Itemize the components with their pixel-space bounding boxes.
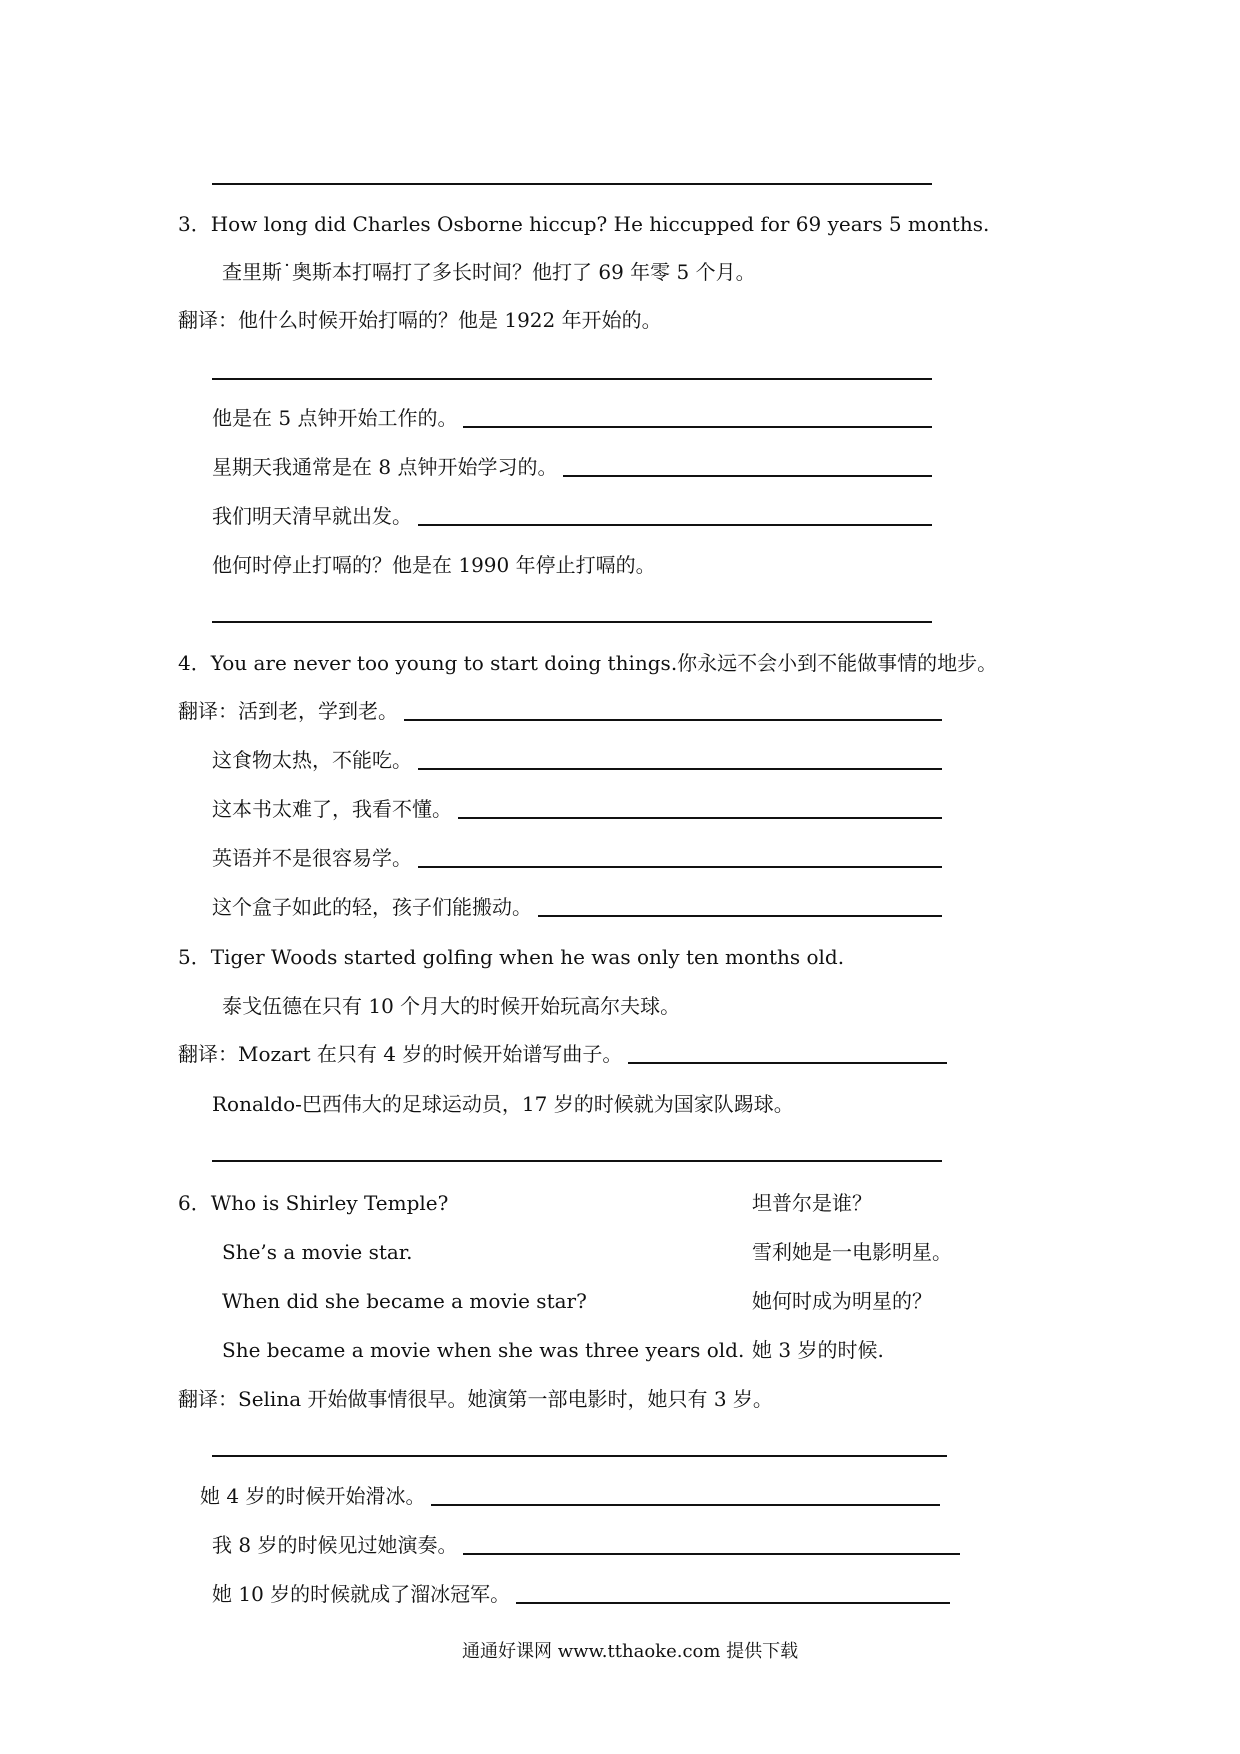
q4-item-4 xyxy=(212,844,942,872)
answer-line[interactable] xyxy=(404,719,942,721)
q6-row-1-en: 6．Who is Shirley Temple? xyxy=(178,1191,449,1215)
answer-line[interactable] xyxy=(458,817,942,819)
q4-item-4-text: 英语并不是很容易学。 xyxy=(212,846,412,870)
q3-item-1 xyxy=(212,404,932,432)
q5-item-1-text: 翻译：Mozart 在只有 4 岁的时候开始谱写曲子。 xyxy=(178,1042,623,1066)
q6-row-2-en: She’s a movie star. xyxy=(222,1240,413,1264)
answer-line[interactable] xyxy=(563,475,932,477)
q3-prompt-2: 他何时停止打嗝的？他是在 1990 年停止打嗝的。 xyxy=(212,553,656,577)
q6-prompt: 翻译：Selina 开始做事情很早。她演第一部电影时，她只有 3 岁。 xyxy=(178,1387,773,1411)
q6-item-3 xyxy=(212,1580,950,1608)
q3-item-2-text: 星期天我通常是在 8 点钟开始学习的。 xyxy=(212,455,558,479)
q4-item-3 xyxy=(212,795,942,823)
q3-item-3-text: 我们明天清早就出发。 xyxy=(212,504,412,528)
answer-line[interactable] xyxy=(538,915,942,917)
answer-line[interactable] xyxy=(418,866,942,868)
q6-row-2-zh: 雪利她是一电影明星。 xyxy=(752,1240,952,1264)
q4-question: 4．You are never too young to start doing things.你永远不会小到不能做事情的地步。 xyxy=(178,651,998,675)
answer-line[interactable] xyxy=(418,524,932,526)
answer-line[interactable] xyxy=(431,1504,940,1506)
answer-line[interactable] xyxy=(212,183,932,185)
answer-line[interactable] xyxy=(212,378,932,380)
answer-line[interactable] xyxy=(628,1062,947,1064)
answer-line[interactable] xyxy=(212,621,932,623)
q4-item-3-text: 这本书太难了，我看不懂。 xyxy=(212,797,452,821)
q6-item-2-text: 我 8 岁的时候见过她演奏。 xyxy=(212,1533,458,1557)
q5-question: 5．Tiger Woods started golfing when he was only ten months old. xyxy=(178,945,845,969)
answer-line[interactable] xyxy=(212,1455,947,1457)
q5-item-1 xyxy=(178,1040,947,1068)
answer-line[interactable] xyxy=(516,1602,950,1604)
q6-item-2 xyxy=(212,1531,960,1559)
q4-item-5 xyxy=(212,893,942,921)
q4-item-5-text: 这个盒子如此的轻，孩子们能搬动。 xyxy=(212,895,532,919)
q6-row-4-zh: 她 3 岁的时候. xyxy=(752,1338,884,1362)
answer-line[interactable] xyxy=(463,1553,960,1555)
answer-line[interactable] xyxy=(463,426,932,428)
q6-row-1-zh: 坦普尔是谁？ xyxy=(752,1191,872,1215)
q3-prompt: 翻译：他什么时候开始打嗝的？他是 1922 年开始的。 xyxy=(178,308,662,332)
q3-translation: 查里斯˙奥斯本打嗝打了多长时间？他打了 69 年零 5 个月。 xyxy=(222,260,756,284)
q5-prompt-2: Ronaldo-巴西伟大的足球运动员，17 岁的时候就为国家队踢球。 xyxy=(212,1092,794,1116)
q4-item-2-text: 这食物太热，不能吃。 xyxy=(212,748,412,772)
q3-item-1-text: 他是在 5 点钟开始工作的。 xyxy=(212,406,458,430)
q4-item-1-text: 翻译：活到老，学到老。 xyxy=(178,699,398,723)
q3-item-3 xyxy=(212,502,932,530)
q6-item-1-text: 她 4 岁的时候开始滑冰。 xyxy=(200,1484,426,1508)
q6-item-3-text: 她 10 岁的时候就成了溜冰冠军。 xyxy=(212,1582,511,1606)
q6-row-4-en: She became a movie when she was three years old. xyxy=(222,1338,745,1362)
answer-line[interactable] xyxy=(212,1160,942,1162)
footer-credit: 通通好课网 www.tthaoke.com 提供下载 xyxy=(462,1641,799,1662)
q6-row-3-en: When did she became a movie star? xyxy=(222,1289,587,1313)
q6-item-1 xyxy=(200,1482,940,1510)
q3-question: 3．How long did Charles Osborne hiccup? He hiccupped for 69 years 5 months. xyxy=(178,212,990,236)
answer-line[interactable] xyxy=(418,768,942,770)
q5-translation: 泰戈伍德在只有 10 个月大的时候开始玩高尔夫球。 xyxy=(222,994,681,1018)
q6-row-3-zh: 她何时成为明星的？ xyxy=(752,1289,932,1313)
q4-item-1 xyxy=(178,697,942,725)
q3-item-2 xyxy=(212,453,932,481)
q4-item-2 xyxy=(212,746,942,774)
